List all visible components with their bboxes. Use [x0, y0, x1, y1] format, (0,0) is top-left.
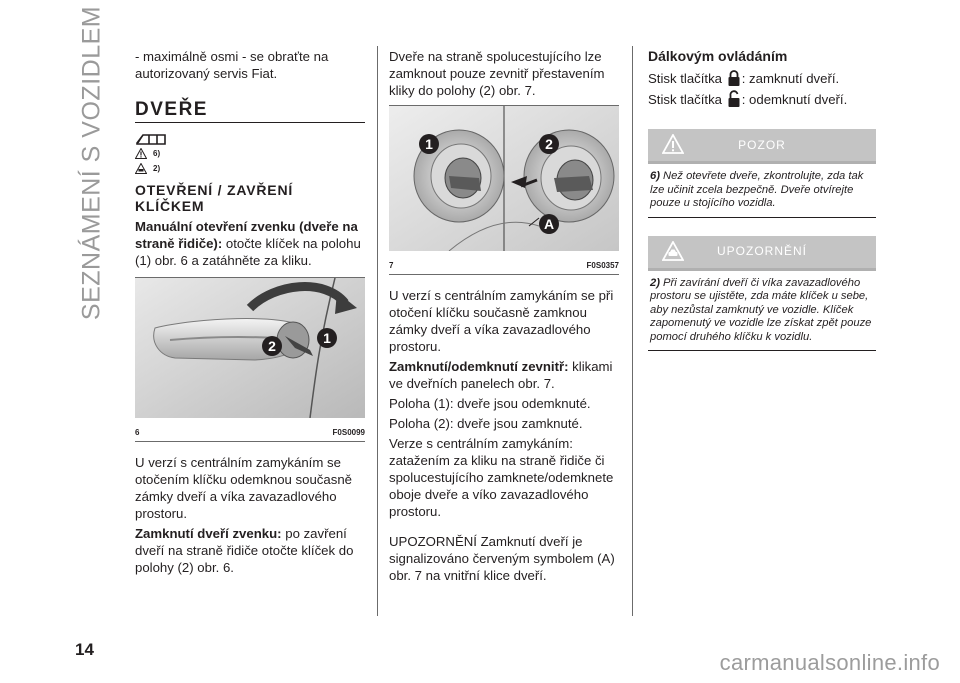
note-reference	[135, 161, 365, 176]
warning-triangle-icon	[662, 134, 684, 154]
figure-6	[135, 278, 365, 441]
figure-callout-a: A	[543, 216, 555, 232]
interior-handle-illustration	[389, 106, 619, 251]
line-text: Stisk tlačítka	[648, 92, 723, 107]
watermark: carmanualsonline.info	[719, 650, 940, 675]
column-divider	[632, 46, 633, 616]
warning-reference	[135, 146, 365, 161]
intro-text: - maximálně osmi - se obraťte na autorizovaný servis Fiat.	[135, 49, 329, 81]
paragraph: UPOZORNĚNÍ Zamknutí dveří je signalizováno červeným symbolem (A) obr. 7 na vnitřní klice dveří.	[389, 534, 615, 583]
reference-number: 2)	[153, 164, 161, 173]
line-text: Stisk tlačítka	[648, 71, 723, 86]
section-rule	[135, 122, 365, 123]
figure-callout-1: 1	[425, 136, 433, 152]
car-door-icon	[135, 131, 169, 147]
note-text: Než otevřete dveře, zkontrolujte, zda tak lze učinit zcela bezpečně. Dveře otvírejte pouze u stojícího vozidla.	[650, 170, 864, 209]
column-3	[648, 48, 876, 351]
warning-box-body	[648, 161, 876, 218]
paragraph	[135, 525, 365, 576]
lock-icon	[727, 69, 741, 87]
paragraph-lead: Manuální otevření zvenku (dveře na straně řidiče):	[135, 219, 358, 251]
reference-line	[135, 131, 365, 146]
reference-number: 6)	[153, 149, 161, 158]
unlock-icon	[727, 90, 741, 108]
figure-bottom-rule	[135, 441, 365, 442]
car-note-icon	[135, 163, 147, 174]
figure-code: F0S0099	[332, 428, 365, 437]
figure-code: F0S0357	[586, 261, 619, 270]
figure-number: 7	[389, 261, 394, 270]
column-2	[389, 48, 619, 587]
car-notice-icon	[662, 241, 684, 261]
notice-box-body	[648, 268, 876, 352]
figure-callout-2: 2	[268, 338, 276, 354]
subsection-title: Dálkovým ovládáním	[648, 48, 788, 64]
paragraph	[135, 218, 365, 269]
paragraph-text: klikami ve dveřních panelech obr. 7.	[389, 359, 613, 391]
remote-lock-line	[648, 69, 876, 87]
section-title: DVEŘE	[135, 99, 208, 120]
column-1	[135, 48, 365, 579]
paragraph: Poloha (2): dveře jsou zamknuté.	[389, 416, 583, 431]
intro-text: Dveře na straně spolucestujícího lze zamknout pouze zevnitř přestavením kliky do polohy (2) obr. 7.	[389, 49, 605, 98]
warning-box-title: POZOR	[738, 137, 786, 152]
figure-callout-1: 1	[323, 330, 331, 346]
note-text: Při zavírání dveří či víka zavazadlového prostoru se ujistěte, zda máte klíček u sebe, aby nezůstal zamknutý ve vozidle. Klíček zapomenutý ve vozidle lze získat zpět pouze pomocí druhého klíčku k vozidlu.	[650, 276, 872, 343]
figure-number: 6	[135, 428, 140, 437]
page-number: 14	[75, 640, 94, 659]
figure-caption	[389, 257, 619, 274]
figure-callout-2: 2	[545, 136, 553, 152]
notice-box-header	[648, 236, 876, 268]
chapter-title	[72, 5, 112, 321]
paragraph: U verzí s centrálním zamykáním se při otočení klíčku současně zamknou zámky dveří a víka zavazadlového prostoru.	[389, 288, 614, 354]
paragraph-lead: Zamknutí dveří zvenku:	[135, 526, 282, 541]
line-text: : odemknutí dveří.	[741, 92, 848, 107]
paragraph: U verzí s centrálním zamykáním se otočením klíčku odemknou současně zámky dveří a víka zavazadlového prostoru.	[135, 455, 352, 521]
line-text: : zamknutí dveří.	[741, 71, 840, 86]
paragraph-text: po zavření dveří na straně řidiče otočte klíček do polohy (2) obr. 6.	[135, 526, 354, 575]
warning-box-header	[648, 129, 876, 161]
warning-triangle-icon	[135, 148, 147, 159]
paragraph-text: otočte klíček na polohu (1) obr. 6 a zatáhněte za kliku.	[135, 236, 361, 268]
paragraph: Verze s centrálním zamykáním: zatažením za kliku na straně řidiče či spolucestujícího zamknete/odemknete oboje dveře a víko zavazadlového prostoru.	[389, 436, 614, 519]
figure-bottom-rule	[389, 274, 619, 275]
figure-7	[389, 106, 619, 274]
subsection-title: OTEVŘENÍ / ZAVŘENÍ KLÍČKEM	[135, 182, 294, 214]
column-divider	[377, 46, 378, 616]
figure-caption	[135, 424, 365, 441]
paragraph-lead: Zamknutí/odemknutí zevnitř:	[389, 359, 569, 374]
chapter-title-text: SEZNÁMENÍ S VOZIDLEM	[77, 5, 106, 321]
paragraph	[389, 358, 619, 392]
paragraph: Poloha (1): dveře jsou odemknuté.	[389, 396, 591, 411]
door-handle-illustration	[135, 278, 365, 418]
note-number: 2)	[650, 276, 660, 289]
remote-unlock-line	[648, 90, 876, 108]
note-number: 6)	[650, 170, 660, 182]
notice-box-title: UPOZORNĚNÍ	[716, 244, 807, 258]
